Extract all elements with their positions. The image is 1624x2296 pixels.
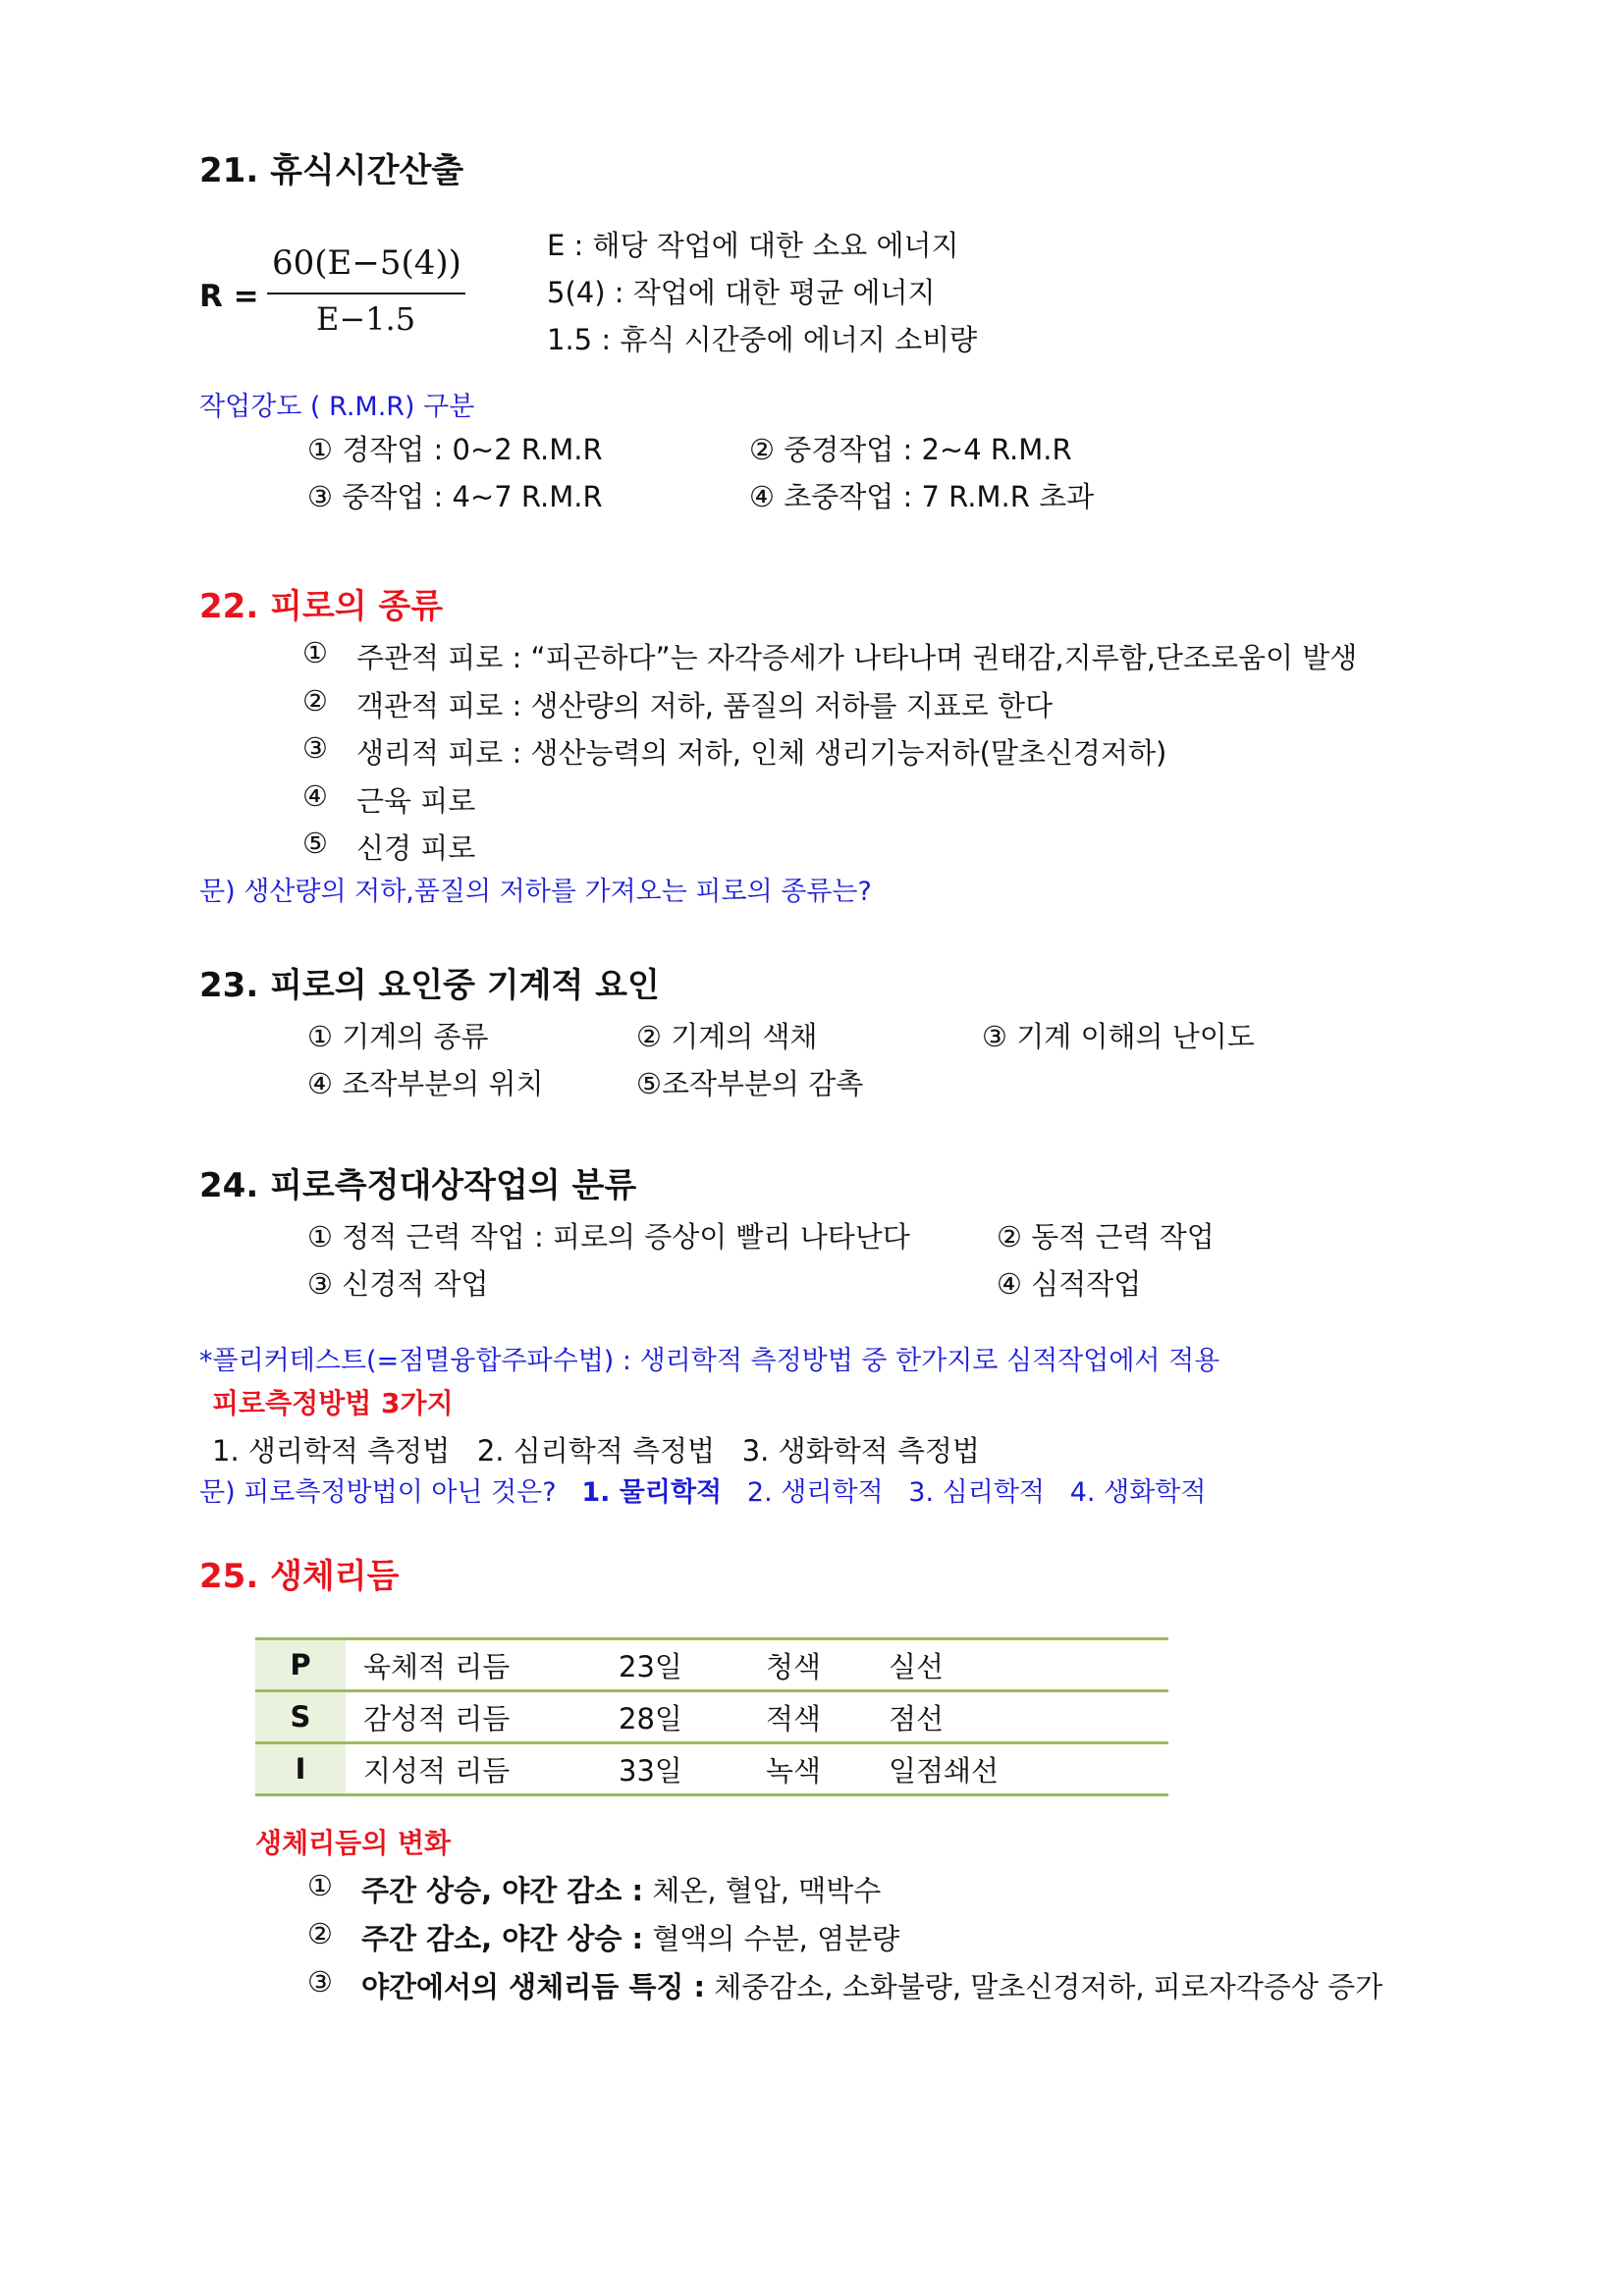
formula-def-e: E : 해당 작업에 대한 소요 에너지 <box>547 229 959 262</box>
machine-factor-4: ④ 조작부분의 위치 <box>307 1067 544 1100</box>
section-25-title: 25. 생체리듬 <box>199 1557 400 1596</box>
work-class-1: ① 정적 근력 작업 : 피로의 증상이 빨리 나타난다 <box>307 1220 910 1254</box>
machine-factor-1: ① 기계의 종류 <box>307 1020 489 1053</box>
fatigue-text-2: 객관적 피로 : 생산량의 저하, 품질의 저하를 지표로 한다 <box>356 689 1054 722</box>
change-line-1 <box>361 1869 881 1909</box>
fatigue-text-3: 생리적 피로 : 생산능력의 저하, 인체 생리기능저하(말초신경저하) <box>356 736 1167 770</box>
change-line-2 <box>361 1917 899 1957</box>
rhythm-key: S <box>255 1691 346 1743</box>
rmr-item-4: ④ 초중작업 : 7 R.M.R 초과 <box>749 480 1095 513</box>
change-label-3: 야간에서의 생체리듬 특징 : <box>361 1970 706 2003</box>
rhythm-line: 일점쇄선 <box>889 1743 1168 1795</box>
rhythm-key: P <box>255 1639 346 1691</box>
measure-methods-title: 피로측정방법 3가지 <box>212 1387 454 1419</box>
measure-methods-list: 1. 생리학적 측정법 2. 심리학적 측정법 3. 생화학적 측정법 <box>212 1434 980 1468</box>
change-text-1: 체온, 혈압, 맥박수 <box>652 1874 882 1907</box>
change-text-2: 혈액의 수분, 염분량 <box>652 1922 900 1955</box>
rhythm-days: 28일 <box>619 1691 766 1743</box>
fatigue-num-3: ③ <box>302 731 328 765</box>
fatigue-text-5: 신경 피로 <box>356 831 476 865</box>
fatigue-num-5: ⑤ <box>302 827 328 860</box>
machine-factor-2: ② 기계의 색채 <box>636 1020 818 1053</box>
section-23-title: 23. 피로의 요인중 기계적 요인 <box>199 966 660 1005</box>
fatigue-num-1: ① <box>302 636 328 669</box>
rhythm-name: 지성적 리듬 <box>346 1743 619 1795</box>
table-row <box>255 1639 1168 1691</box>
biorhythm-table <box>255 1637 1168 1796</box>
rhythm-days: 33일 <box>619 1743 766 1795</box>
formula-denominator: E−1.5 <box>316 300 416 338</box>
section-21-title: 21. 휴식시간산출 <box>199 151 464 190</box>
fraction-bar <box>267 293 465 294</box>
formula-def-avg: 5(4) : 작업에 대한 평균 에너지 <box>547 276 936 309</box>
rmr-item-1: ① 경작업 : 0~2 R.M.R <box>307 433 603 466</box>
change-num-3: ③ <box>307 1965 333 1999</box>
machine-factor-3: ③ 기계 이해의 난이도 <box>982 1020 1255 1053</box>
work-class-3: ③ 신경적 작업 <box>307 1267 489 1301</box>
measure-question-prefix: 문) 피로측정방법이 아닌 것은? <box>199 1477 557 1508</box>
formula-def-rest: 1.5 : 휴식 시간중에 에너지 소비량 <box>547 323 978 356</box>
fatigue-num-2: ② <box>302 684 328 718</box>
change-label-1: 주간 상승, 야간 감소 : <box>361 1874 644 1907</box>
measure-question <box>199 1470 1206 1509</box>
table-row <box>255 1691 1168 1743</box>
flicker-test-note: *플리커테스트(=점멸융합주파수법) : 생리학적 측정방법 중 한가지로 심적작업에서 적용 <box>199 1346 1220 1376</box>
section-24-title: 24. 피로측정대상작업의 분류 <box>199 1166 637 1205</box>
fatigue-text-1: 주관적 피로 : “피곤하다”는 자각증세가 나타나며 권태감,지루함,단조로움이 발생 <box>356 641 1358 674</box>
rhythm-color: 적색 <box>766 1691 889 1743</box>
rhythm-color: 청색 <box>766 1639 889 1691</box>
measure-question-answer: 1. 물리학적 <box>581 1477 723 1508</box>
section-22-title: 22. 피로의 종류 <box>199 587 444 626</box>
table-row <box>255 1743 1168 1795</box>
rmr-title: 작업강도 ( R.M.R) 구분 <box>199 392 475 422</box>
rhythm-name: 육체적 리듬 <box>346 1639 619 1691</box>
change-text-3: 체중감소, 소화불량, 말초신경저하, 피로자각증상 증가 <box>714 1970 1383 2003</box>
rhythm-key: I <box>255 1743 346 1795</box>
change-num-2: ② <box>307 1917 333 1950</box>
measure-question-rest: 2. 생리학적 3. 심리학적 4. 생화학적 <box>746 1477 1207 1508</box>
formula-r-label: R = <box>199 279 259 314</box>
rmr-item-2: ② 중경작업 : 2~4 R.M.R <box>749 433 1072 466</box>
rhythm-color: 녹색 <box>766 1743 889 1795</box>
rhythm-line: 실선 <box>889 1639 1168 1691</box>
change-num-1: ① <box>307 1869 333 1902</box>
rmr-item-3: ③ 중작업 : 4~7 R.M.R <box>307 480 603 513</box>
rhythm-days: 23일 <box>619 1639 766 1691</box>
biorhythm-change-title: 생체리듬의 변화 <box>255 1827 452 1859</box>
change-line-3 <box>361 1965 1382 2005</box>
fatigue-question: 문) 생산량의 저하,품질의 저하를 가져오는 피로의 종류는? <box>199 877 872 907</box>
formula-numerator: 60(E−5(4)) <box>272 243 461 283</box>
machine-factor-5: ⑤조작부분의 감촉 <box>636 1067 864 1100</box>
fatigue-text-4: 근육 피로 <box>356 784 476 818</box>
fatigue-num-4: ④ <box>302 779 328 813</box>
rhythm-line: 점선 <box>889 1691 1168 1743</box>
change-label-2: 주간 감소, 야간 상승 : <box>361 1922 644 1955</box>
work-class-2: ② 동적 근력 작업 <box>997 1220 1215 1254</box>
work-class-4: ④ 심적작업 <box>997 1267 1142 1301</box>
rhythm-name: 감성적 리듬 <box>346 1691 619 1743</box>
